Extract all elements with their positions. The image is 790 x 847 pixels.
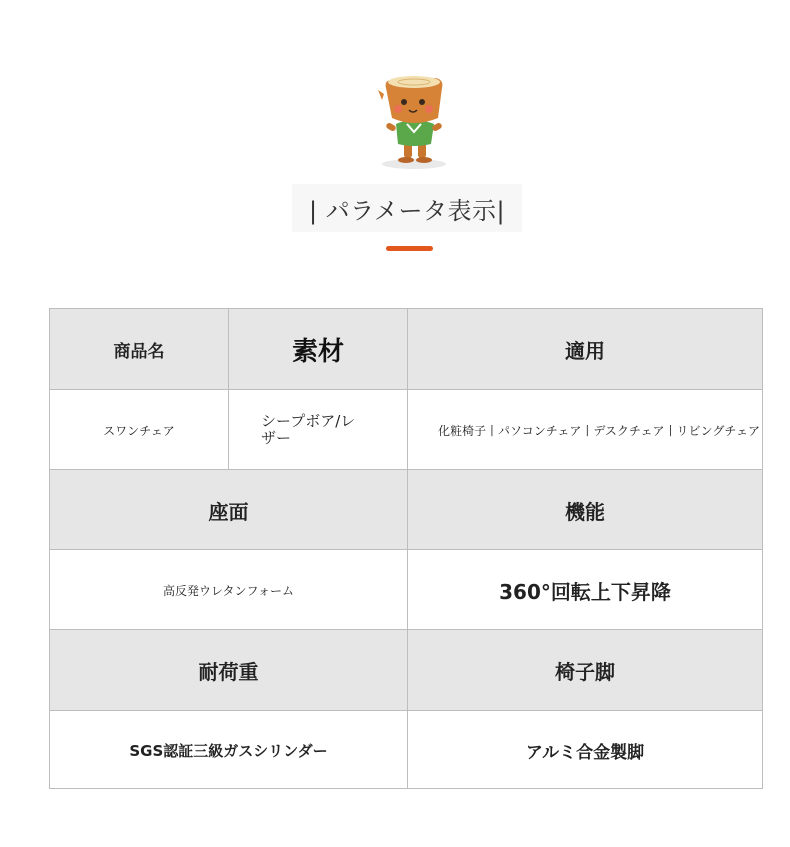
header-label: 商品名 [113, 341, 165, 362]
table-row [50, 710, 762, 789]
title-underline [386, 246, 433, 251]
table-row [50, 309, 762, 389]
value-usage [407, 390, 762, 470]
header-label: 機能 [565, 499, 605, 524]
header-chair-legs [407, 630, 762, 711]
header-function [407, 470, 762, 550]
header-load-capacity [50, 630, 407, 711]
header-usage [407, 309, 762, 389]
parameter-table [49, 308, 763, 789]
section-title-box [292, 184, 522, 232]
value-text: アルミ合金製脚 [525, 742, 645, 763]
value-load-capacity [50, 711, 407, 789]
value-function [407, 550, 762, 630]
header-label: 素材 [291, 336, 344, 367]
value-seat [50, 550, 407, 630]
value-text: 高反発ウレタンフォーム [163, 583, 294, 598]
table-row [50, 389, 762, 470]
value-text: 化粧椅子丨パソコンチェア丨デスクチェア丨リビングチェア [438, 423, 760, 438]
header-seat [50, 470, 407, 550]
value-chair-legs [407, 711, 762, 789]
table-row [50, 469, 762, 550]
value-text: スワンチェア [103, 423, 175, 438]
header-label: 耐荷重 [198, 660, 259, 684]
value-product-name [50, 390, 228, 470]
header-product-name [50, 309, 228, 389]
header-label: 座面 [208, 499, 249, 524]
value-text: SGS認証三級ガスシリンダー [129, 741, 328, 760]
table-row [50, 629, 762, 711]
header-label: 椅子脚 [555, 660, 615, 684]
section-title: | パラメータ表示| [308, 196, 506, 225]
value-material [228, 390, 407, 470]
header-label: 適用 [565, 338, 605, 363]
table-row [50, 549, 762, 630]
tree-stump-mascot-icon [376, 72, 452, 172]
value-text: 360°回転上下昇降 [499, 579, 671, 604]
value-text: シープボア/レザー [261, 412, 356, 447]
header-material [228, 309, 407, 389]
